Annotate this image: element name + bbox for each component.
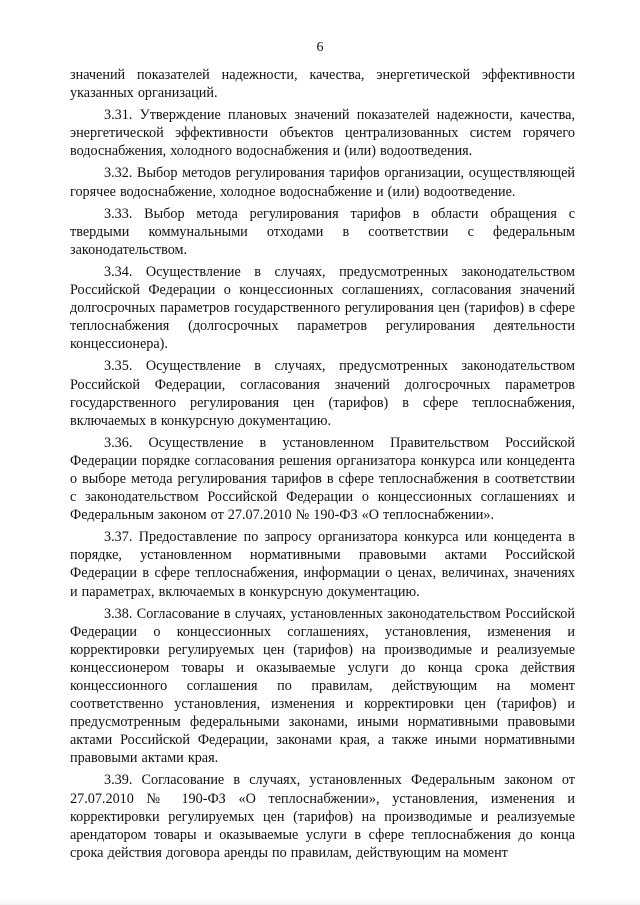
document-body xyxy=(70,66,575,866)
paragraph-3-36: 3.36. Осуществление в установленном Правительством Российской Федерации порядке согласования решения организатора конкурса или концедента о выборе метода регулирования тарифов в сфере теплоснабжения в соответствии с законодательством Российской Федерации о концессионных соглашениях и Федеральным законом от 27.07.2010 № 190-ФЗ «О теплоснабжении». xyxy=(70,434,575,524)
paragraph-3-32: 3.32. Выбор методов регулирования тарифов организации, осуществляющей горячее водоснабжение, холодное водоснабжение и (или) водоотведение. xyxy=(70,165,575,200)
paragraph-3-37: 3.37. Предоставление по запросу организатора конкурса или концедента в порядке, установленном нормативными правовыми актами Российской Федерации в сфере теплоснабжения, информации о ценах, величинах, значениях и параметрах, включаемых в конкурсную документацию. xyxy=(70,529,575,600)
paragraph-3-34: 3.34. Осуществление в случаях, предусмотренных законодательством Российской Федерации о концессионных соглашениях, согласования значений долгосрочных параметров государственного регулирования цен (тарифов) в сфере теплоснабжения (долгосрочных параметров регулирования деятельности концессионера). xyxy=(70,263,575,353)
paragraph-3-31: 3.31. Утверждение плановых значений показателей надежности, качества, энергетической эффективности объектов централизованных систем горячего водоснабжения, холодного водоснабжения и (или) водоотведения. xyxy=(70,107,575,160)
page-number: 6 xyxy=(316,40,324,55)
paragraph-3-38: 3.38. Согласование в случаях, установленных законодательством Российской Федерации о концессионных соглашениях, установления, изменения и корректировки регулируемых цен (тарифов) на производимые и реализуемые концессионером товары и оказываемые услуги до конца срока действия концессионного соглашения по правилам, действующим на момент соответственно установления, изменения и корректировки цен (тарифов) и предусмотренным федеральными законами, иными нормативными правовыми актами Российской Федерации, законами края, а также иными нормативными правовыми актами края. xyxy=(70,605,575,767)
paragraph-continuation: значений показателей надежности, качества, энергетической эффективности указанных организаций. xyxy=(70,67,575,102)
scan-bottom-edge xyxy=(0,899,640,905)
paragraph-3-39: 3.39. Согласование в случаях, установленных Федеральным законом от 27.07.2010 № 190-ФЗ «О теплоснабжении», установления, изменения и корректировки регулируемых цен (тарифов) на производимые и реализуемые арендатором товары и оказываемые услуги в сфере теплоснабжения до конца срока действия договора аренды по правилам, действующим на момент xyxy=(70,772,575,861)
paragraph-3-35: 3.35. Осуществление в случаях, предусмотренных законодательством Российской Федерации, согласования значений долгосрочных параметров государственного регулирования цен (тарифов) в сфере теплоснабжения, включаемых в конкурсную документацию. xyxy=(70,358,575,429)
paragraph-3-33: 3.33. Выбор метода регулирования тарифов в области обращения с твердыми коммунальными отходами в соответствии с федеральным законодательством. xyxy=(70,205,575,258)
